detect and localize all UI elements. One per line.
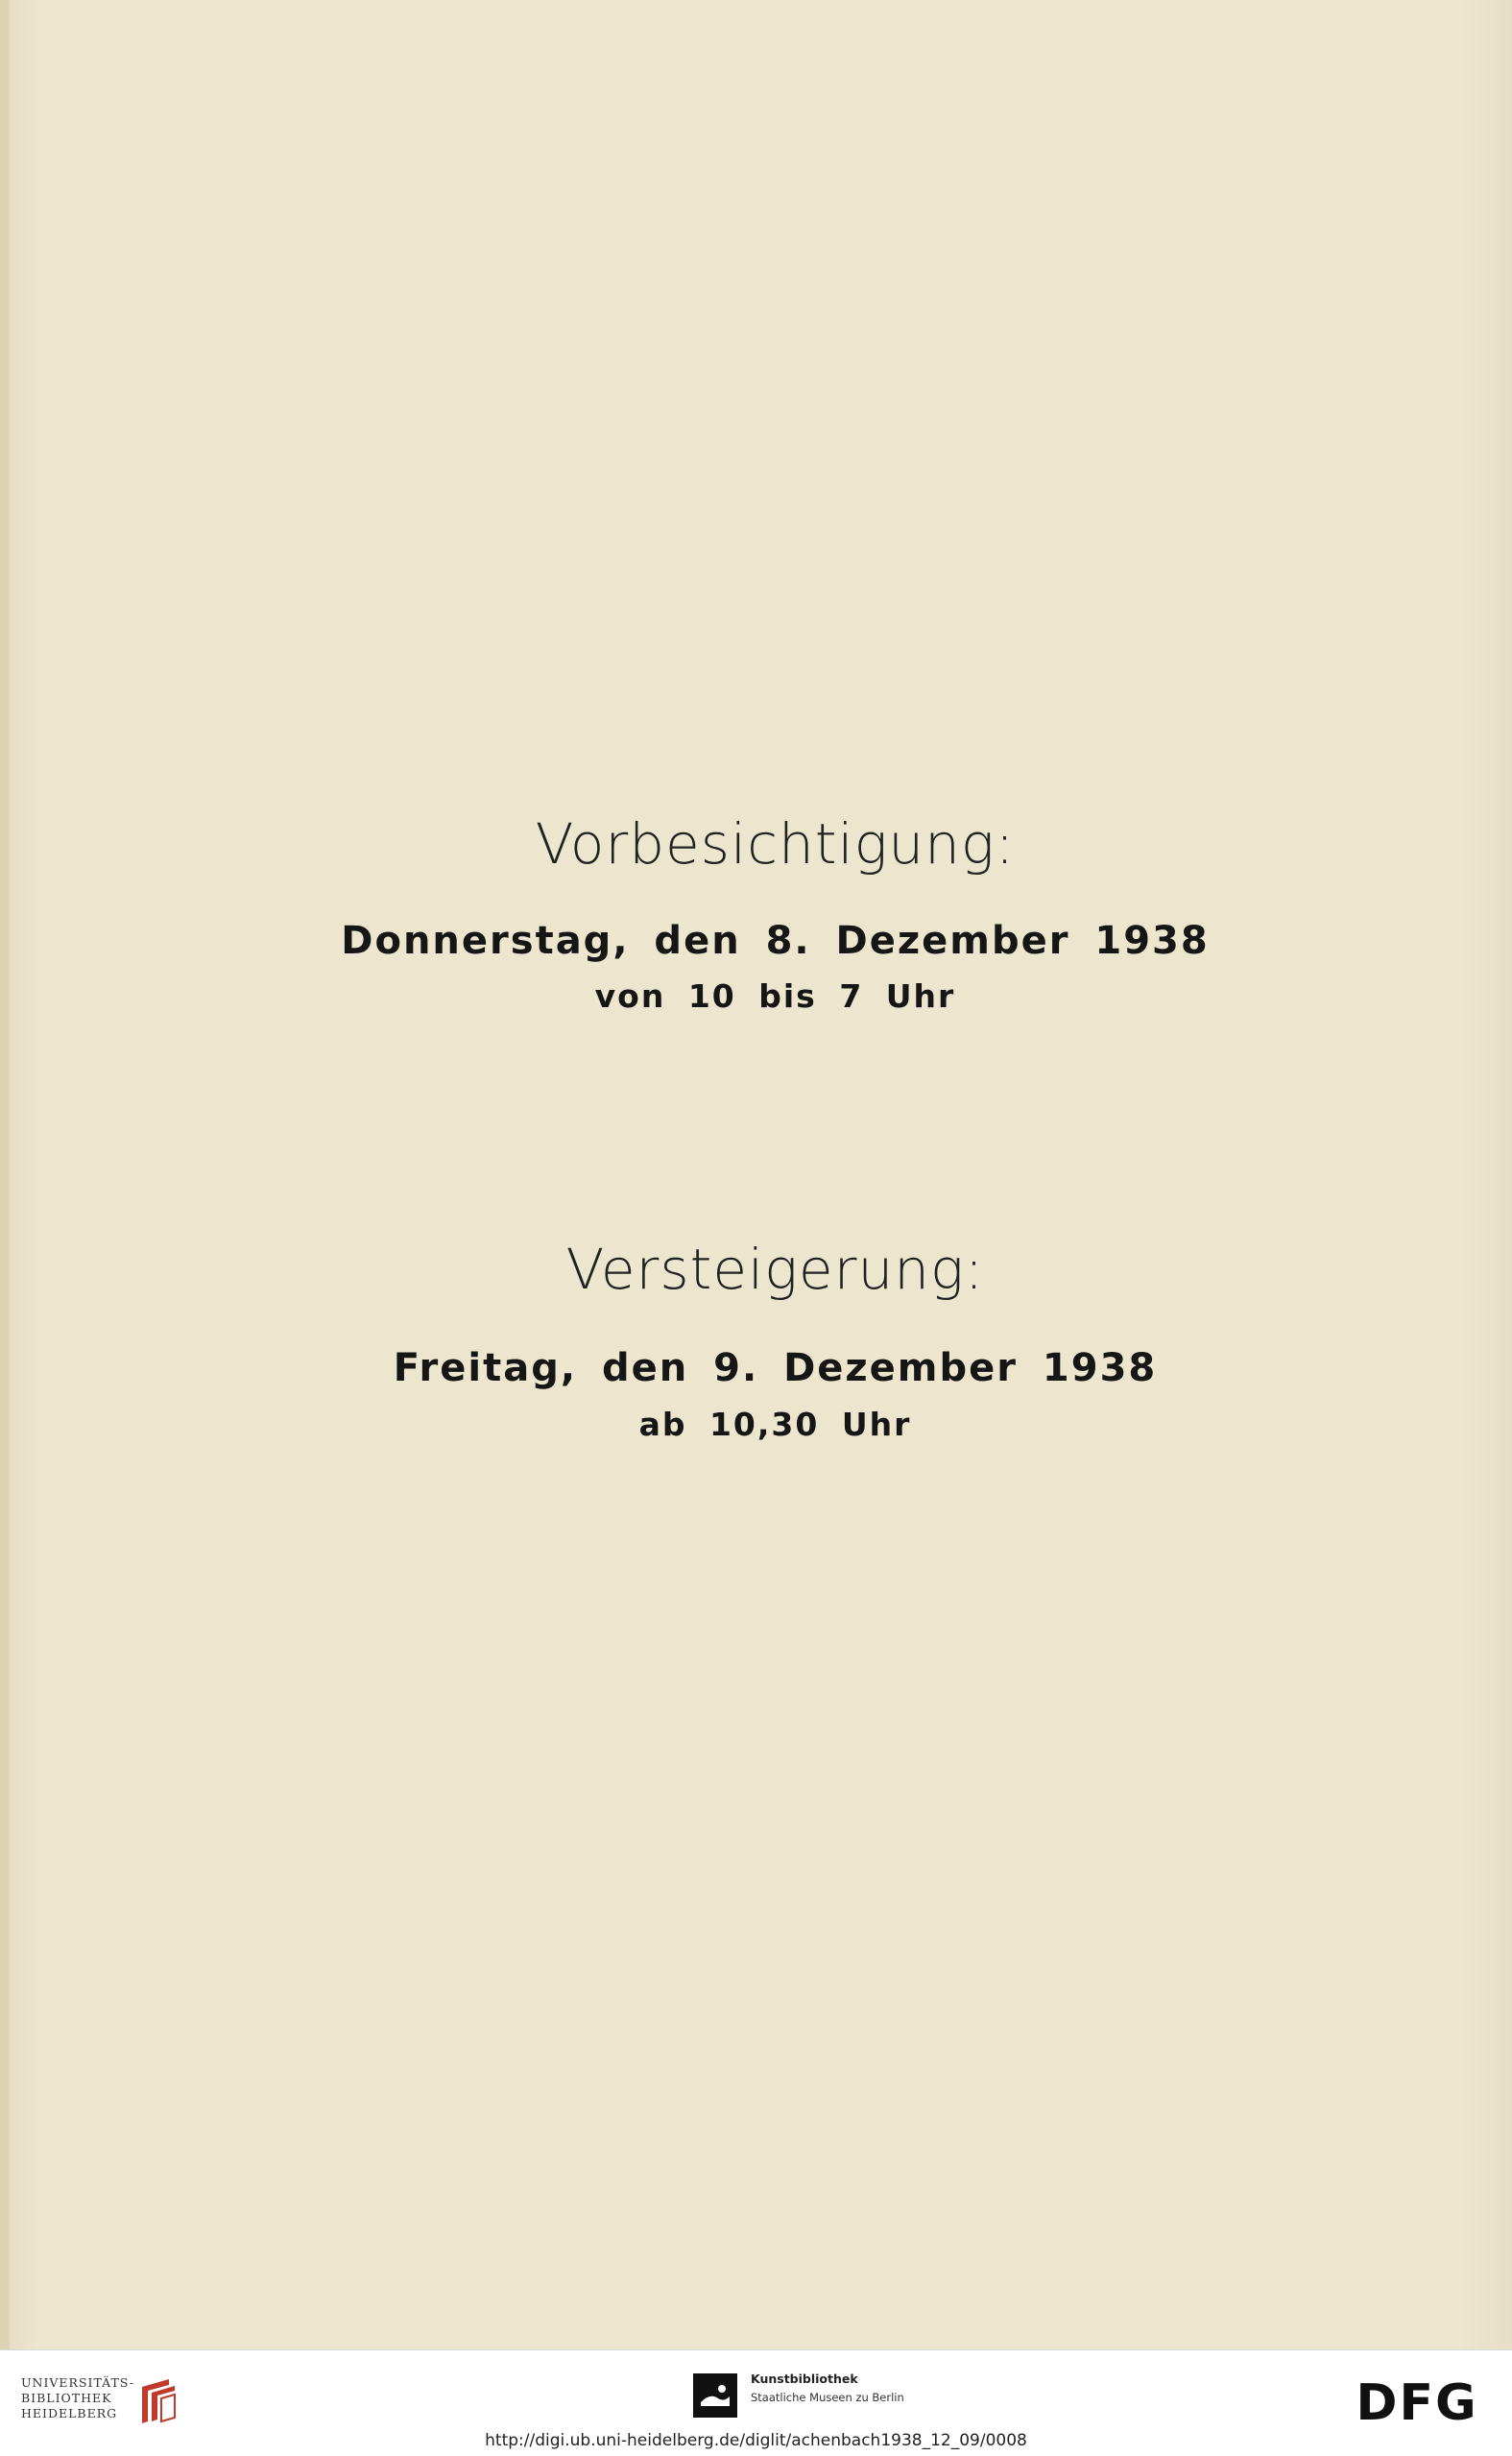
ub-line-2: BIBLIOTHEK (21, 2391, 112, 2405)
auction-date: Freitag, den 9. Dezember 1938 (393, 1346, 1158, 1390)
permalink-url[interactable]: http://digi.ub.uni-heidelberg.de/diglit/achenbach1938_12_09/0008 (485, 2431, 1027, 2450)
kunstbibliothek-subtitle: Staatliche Museen zu Berlin (751, 2391, 904, 2404)
kunstbibliothek-mark-icon (693, 2373, 737, 2418)
ub-line-3: HEIDELBERG (21, 2406, 118, 2420)
dfg-logo[interactable] (1344, 2375, 1490, 2427)
ub-line-1: UNIVERSITÄTS- (21, 2375, 135, 2390)
page-edge (0, 0, 10, 2349)
preview-date: Donnerstag, den 8. Dezember 1938 (341, 919, 1210, 963)
kunstbibliothek-title: Kunstbibliothek (751, 2372, 858, 2386)
ub-heidelberg-logo[interactable] (21, 2375, 184, 2433)
auction-heading: Versteigerung: (565, 1237, 985, 1302)
kunstbibliothek-logo[interactable] (693, 2372, 943, 2425)
auction-time: ab 10,30 Uhr (638, 1406, 912, 1443)
preview-time: von 10 bis 7 Uhr (594, 977, 956, 1015)
ub-heidelberg-mark-icon (136, 2375, 179, 2427)
dfg-logo-text: DFG (1356, 2375, 1478, 2427)
digitization-footer (0, 2349, 1512, 2456)
ub-heidelberg-text (21, 2375, 134, 2421)
preview-heading: Vorbesichtigung: (535, 811, 1016, 877)
